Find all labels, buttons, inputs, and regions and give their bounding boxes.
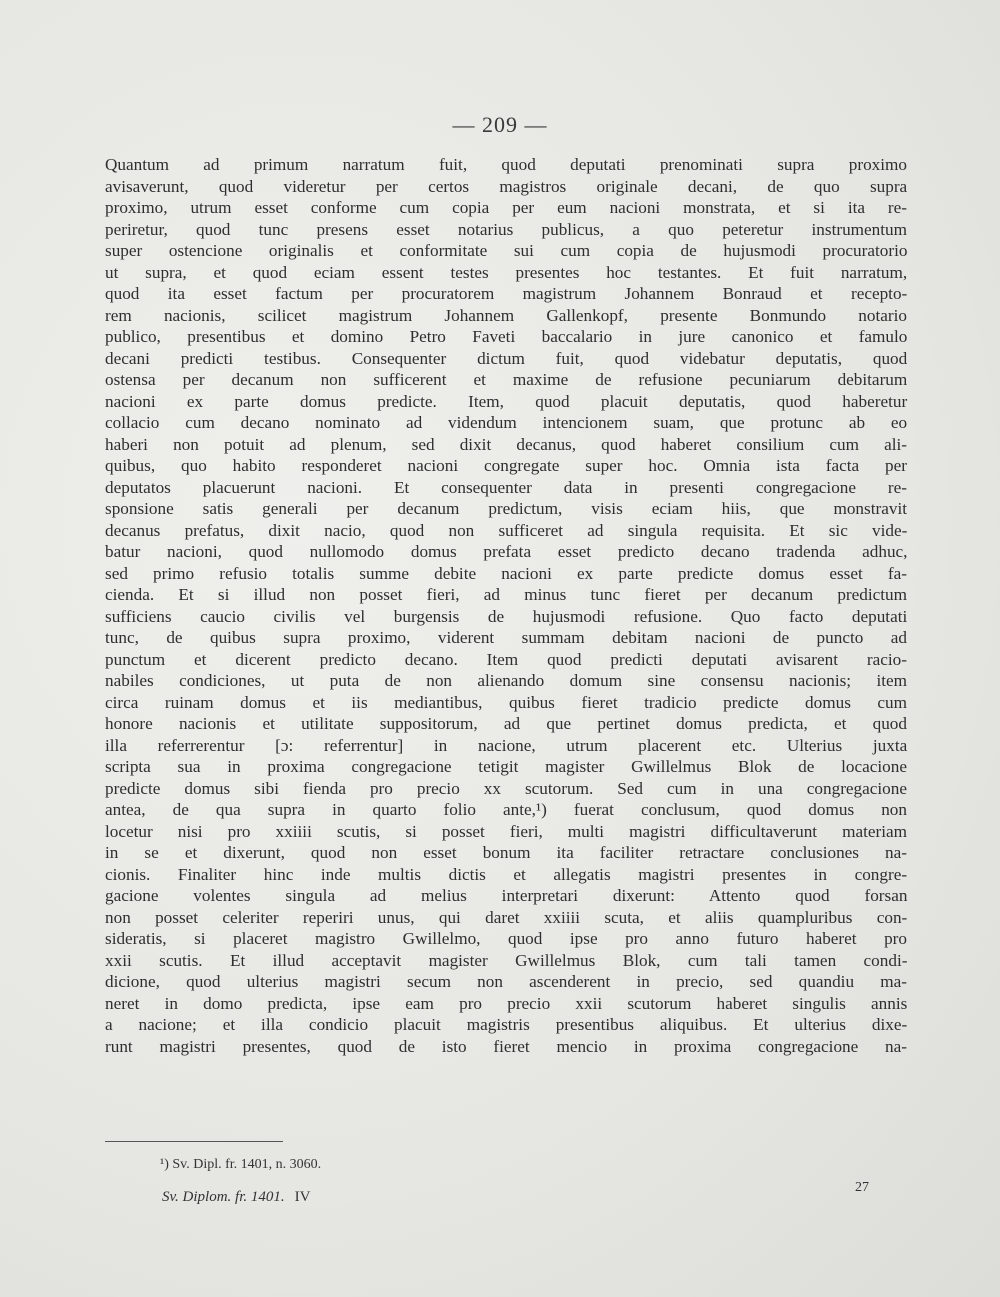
text-line: batur nacioni, quod nullomodo domus prefata esset predicto decano tradenda adhuc, [105,542,908,561]
text-line: locetur nisi pro xxiiii scutis, si posset fieri, multi magistri difficultaverunt materiam [105,821,907,841]
text-line: quod ita esset factum per procuratorem magistrum Johannem Bonraud et recepto- [105,284,908,303]
text-line: sed primo refusio totalis summe debite nacioni ex parte predicte domus esset fa- [105,563,907,583]
text-line: publico, presentibus et domino Petro Faveti baccalario in jure canonico et famulo [105,327,908,346]
text-line: a nacione; et illa condicio placuit magistris presentibus aliquibus. Et ulterius dixe- [105,1015,908,1034]
text-line: honore nacionis et utilitate suppositorum, ad que pertinet domus predicta, et quod [105,714,907,733]
text-line: circa ruinam domus et iis mediantibus, quibus fieret tradicio predicte domus cum [105,692,907,712]
text-line: dicione, quod ulterius magistri secum non ascenderent in precio, sed quandiu ma- [105,972,907,991]
text-line: periretur, quod tunc presens esset notarius publicus, a quo peteretur instrumentum [105,219,907,239]
text-line: decani predicti testibus. Consequenter dictum fuit, quod videbatur deputatis, quod [105,348,908,368]
text-line: runt magistri presentes, quod de isto fieret mencio in proxima congregacione na- [105,1036,907,1056]
text-line: illa referrerentur [ɔ: referrentur] in nacione, utrum placerent etc. Ulterius juxta [105,735,908,755]
signature-line [162,1189,310,1206]
text-line: decanus prefatus, dixit nacio, quod non sufficeret ad singula requisita. Et sic vide- [105,520,908,540]
page-number-header: — 209 — [452,112,548,137]
text-line: nacioni ex parte domus predicte. Item, quod placuit deputatis, quod haberetur [105,391,908,411]
text-line: cienda. Et si illud non posset fieri, ad minus tunc fieret per decanum predictum [105,585,907,604]
text-line: haberi non potuit ad plenum, sed dixit decanus, quod haberet consilium cum ali- [105,434,907,454]
text-line: sufficiens caucio civilis vel burgensis de hujusmodi refusione. Quo facto deputati [105,606,908,626]
text-line: cionis. Finaliter hinc inde multis dictis et allegatis magistri presentes in congre- [105,864,908,884]
text-line: rem nacionis, scilicet magistrum Johannem Gallenkopf, presente Bonmundo notario [105,305,907,325]
text-line: sideratis, si placeret magistro Gwillelmo, quod ipse pro anno futuro haberet pro [105,929,907,948]
text-line: gacione volentes singula ad melius interpretari dixerunt: Attento quod forsan [105,886,908,905]
text-line: tunc, de quibus supra proximo, viderent summam debitam nacioni de puncto ad [105,628,907,647]
signature-title: Sv. Diplom. fr. 1401. [162,1189,285,1205]
text-line: avisaverunt, quod videretur per certos magistros originale decani, de quo supra [105,176,908,196]
text-line: proximo, utrum esset conforme cum copia per eum nacioni monstrata, et si ita re- [105,198,907,217]
text-line: predicte domus sibi fienda pro precio xx scutorum. Sed cum in una congregacione [105,778,907,798]
text-line: sponsione satis generali per decanum predictum, visis eciam hiis, que monstravit [105,499,907,518]
footnote-separator [105,1141,283,1142]
text-line: ut supra, et quod eciam essent testes presentes hoc testantes. Et fuit narratum, [105,262,908,282]
text-line: scripta sua in proxima congregacione tetigit magister Gwillelmus Blok de locacione [105,757,907,776]
text-line: in se et dixerunt, quod non esset bonum ita faciliter retractare conclusiones na- [105,843,907,862]
text-line: non posset celeriter reperiri unus, qui daret xxiiii scuta, et aliis quampluribus con- [105,907,908,927]
footnote: ¹) Sv. Dipl. fr. 1401, n. 3060. [160,1157,322,1172]
text-line: neret in domo predicta, ipse eam pro precio xxii scutorum haberet singulis annis [105,993,908,1013]
text-line: punctum et dicerent predicto decano. Item quod predicti deputati avisarent racio- [105,649,907,669]
text-line: quibus, quo habito responderet nacioni congregate super hoc. Omnia ista facta per [105,456,907,475]
body-text [105,154,907,1057]
text-line: xxii scutis. Et illud acceptavit magister Gwillelmus Blok, cum tali tamen condi- [105,950,908,970]
volume-number: IV [294,1189,311,1205]
text-line: ostensa per decanum non sufficerent et maxime de refusione pecuniarum debitarum [105,370,908,389]
sheet-number: 27 [855,1180,869,1195]
text-line: nabiles condiciones, ut puta de non alienando domum sine consensu nacionis; item [105,671,907,690]
text-line: super ostencione originalis et conformitate sui cum copia de hujusmodi procuratorio [105,241,908,260]
text-line: deputatos placuerunt nacioni. Et consequenter data in presenti congregacione re- [105,477,907,497]
text-line: Quantum ad primum narratum fuit, quod deputati prenominati supra proximo [105,155,907,174]
text-line: antea, de qua supra in quarto folio ante,¹) fuerat conclusum, quod domus non [105,800,907,819]
text-line: collacio cum decano nominato ad videndum intencionem suam, que protunc ab eo [105,413,908,432]
